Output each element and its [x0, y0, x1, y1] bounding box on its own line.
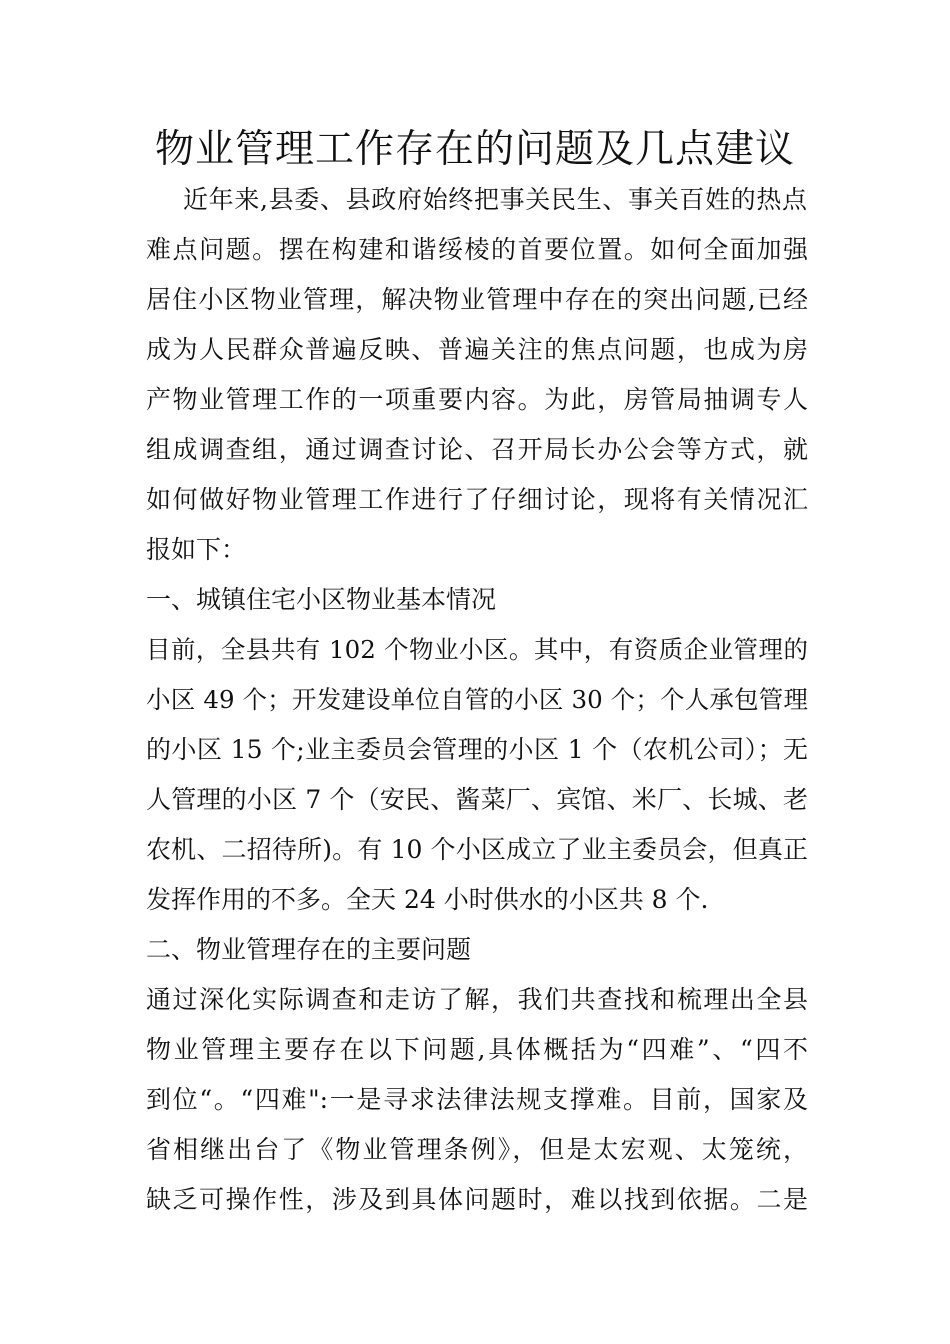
paragraph-line: 难点问题。摆在构建和谐绥棱的首要位置。如何全面加强	[146, 235, 808, 264]
paragraph-line: 缺乏可操作性，涉及到具体问题时，难以找到依据。二是	[146, 1185, 808, 1214]
paragraph-line: 发挥作用的不多。全天 24 小时供水的小区共 8 个.	[146, 885, 709, 914]
paragraph-line: 人管理的小区 7 个（安民、酱菜厂、宾馆、米厂、长城、老	[146, 785, 808, 814]
paragraph-line: 报如下：	[146, 535, 247, 564]
paragraph-line: 如何做好物业管理工作进行了仔细讨论，现将有关情况汇	[146, 485, 808, 514]
section-heading: 一、城镇住宅小区物业基本情况	[146, 585, 497, 614]
paragraph-line: 农机、二招待所)。有 10 个小区成立了业主委员会，但真正	[146, 835, 808, 864]
section-heading: 二、物业管理存在的主要问题	[146, 935, 472, 964]
paragraph-line: 省相继出台了《物业管理条例》，但是太宏观、太笼统，	[146, 1135, 808, 1164]
paragraph-line: 通过深化实际调查和走访了解，我们共查找和梳理出全县	[146, 985, 808, 1014]
paragraph-line: 小区 49 个；开发建设单位自管的小区 30 个；个人承包管理	[146, 685, 808, 714]
paragraph-line: 居住小区物业管理，解决物业管理中存在的突出问题,已经	[146, 285, 808, 314]
document-title: 物业管理工作存在的问题及几点建议	[154, 127, 795, 172]
paragraph-line: 的小区 15 个;业主委员会管理的小区 1 个（农机公司）；无	[146, 735, 808, 764]
paragraph-line: 近年来,县委、县政府始终把事关民生、事关百姓的热点	[183, 185, 807, 214]
paragraph-line: 目前，全县共有 102 个物业小区。其中，有资质企业管理的	[146, 635, 808, 664]
paragraph-line: 物业管理主要存在以下问题,具体概括为“四难”、“四不	[146, 1035, 808, 1064]
paragraph-line: 组成调查组，通过调查讨论、召开局长办公会等方式，就	[146, 435, 808, 464]
paragraph-line: 成为人民群众普遍反映、普遍关注的焦点问题，也成为房	[146, 335, 808, 364]
paragraph-line: 产物业管理工作的一项重要内容。为此，房管局抽调专人	[146, 385, 808, 414]
paragraph-line: 到位“。“四难":一是寻求法律法规支撑难。目前，国家及	[146, 1085, 808, 1114]
